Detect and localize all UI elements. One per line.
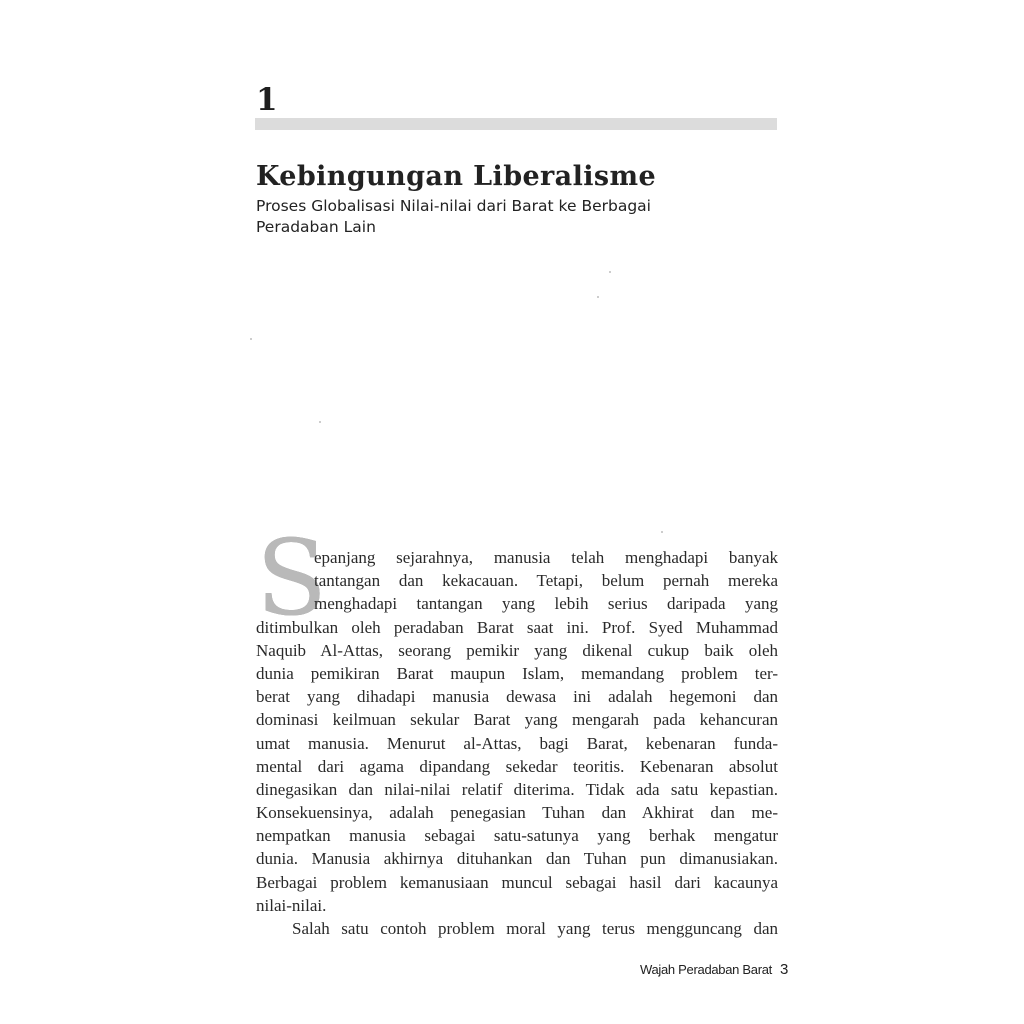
body-line: epanjang sejarahnya, manusia telah menghadapi banyak: [314, 548, 778, 567]
body-line: dinegasikan dan nilai-nilai relatif diterima. Tidak ada satu kepastian.: [256, 779, 778, 799]
body-line: dunia pemikiran Barat maupun Islam, memandang problem ter-: [256, 663, 778, 683]
body-line: Naquib Al-Attas, seorang pemikir yang dikenal cukup baik oleh: [256, 640, 778, 660]
body-line: dominasi keilmuan sekular Barat yang mengarah pada kehancuran: [256, 710, 778, 730]
body-line: dunia. Manusia akhirnya dituhankan dan Tuhan pun dimanusiakan.: [256, 849, 778, 869]
body-line: mental dari agama dipandang sekedar teoritis. Kebenaran absolut: [256, 756, 778, 776]
scan-speck: [250, 338, 252, 340]
body-line: umat manusia. Menurut al-Attas, bagi Barat, kebenaran funda-: [256, 733, 778, 753]
body-line: nilai-nilai.: [256, 895, 327, 915]
chapter-number: 1: [256, 82, 278, 118]
body-line: menghadapi tantangan yang lebih serius daripada yang: [314, 594, 778, 614]
scan-speck: [609, 271, 611, 273]
chapter-divider: [255, 118, 777, 130]
body-line: Konsekuensinya, adalah penegasian Tuhan dan Akhirat dan me-: [256, 803, 778, 823]
chapter-subtitle: Proses Globalisasi Nilai-nilai dari Barat ke Berbagai Peradaban Lain: [256, 197, 651, 236]
page-number: 3: [779, 961, 789, 978]
body-line: tantangan dan kekacauan. Tetapi, belum pernah mereka: [314, 571, 778, 591]
body-line: Salah satu contoh problem moral yang terus mengguncang dan: [292, 919, 778, 938]
body-paragraphs: [256, 546, 778, 940]
scan-speck: [661, 531, 663, 533]
body-line: nempatkan manusia sebagai satu-satunya yang berhak mengatur: [256, 826, 778, 846]
drop-cap: S: [256, 517, 328, 639]
scan-speck: [319, 421, 321, 423]
body-line: ditimbulkan oleh peradaban Barat saat ini. Prof. Syed Muhammad: [256, 617, 778, 637]
body-line: berat yang dihadapi manusia dewasa ini adalah hegemoni dan: [256, 687, 778, 707]
running-head: Wajah Peradaban Barat: [640, 962, 772, 977]
body-line: Berbagai problem kemanusiaan muncul sebagai hasil dari kacaunya: [256, 872, 778, 892]
scan-speck: [597, 296, 599, 298]
chapter-title: Kebingungan Liberalisme: [256, 161, 657, 192]
page-footer: [640, 960, 789, 980]
